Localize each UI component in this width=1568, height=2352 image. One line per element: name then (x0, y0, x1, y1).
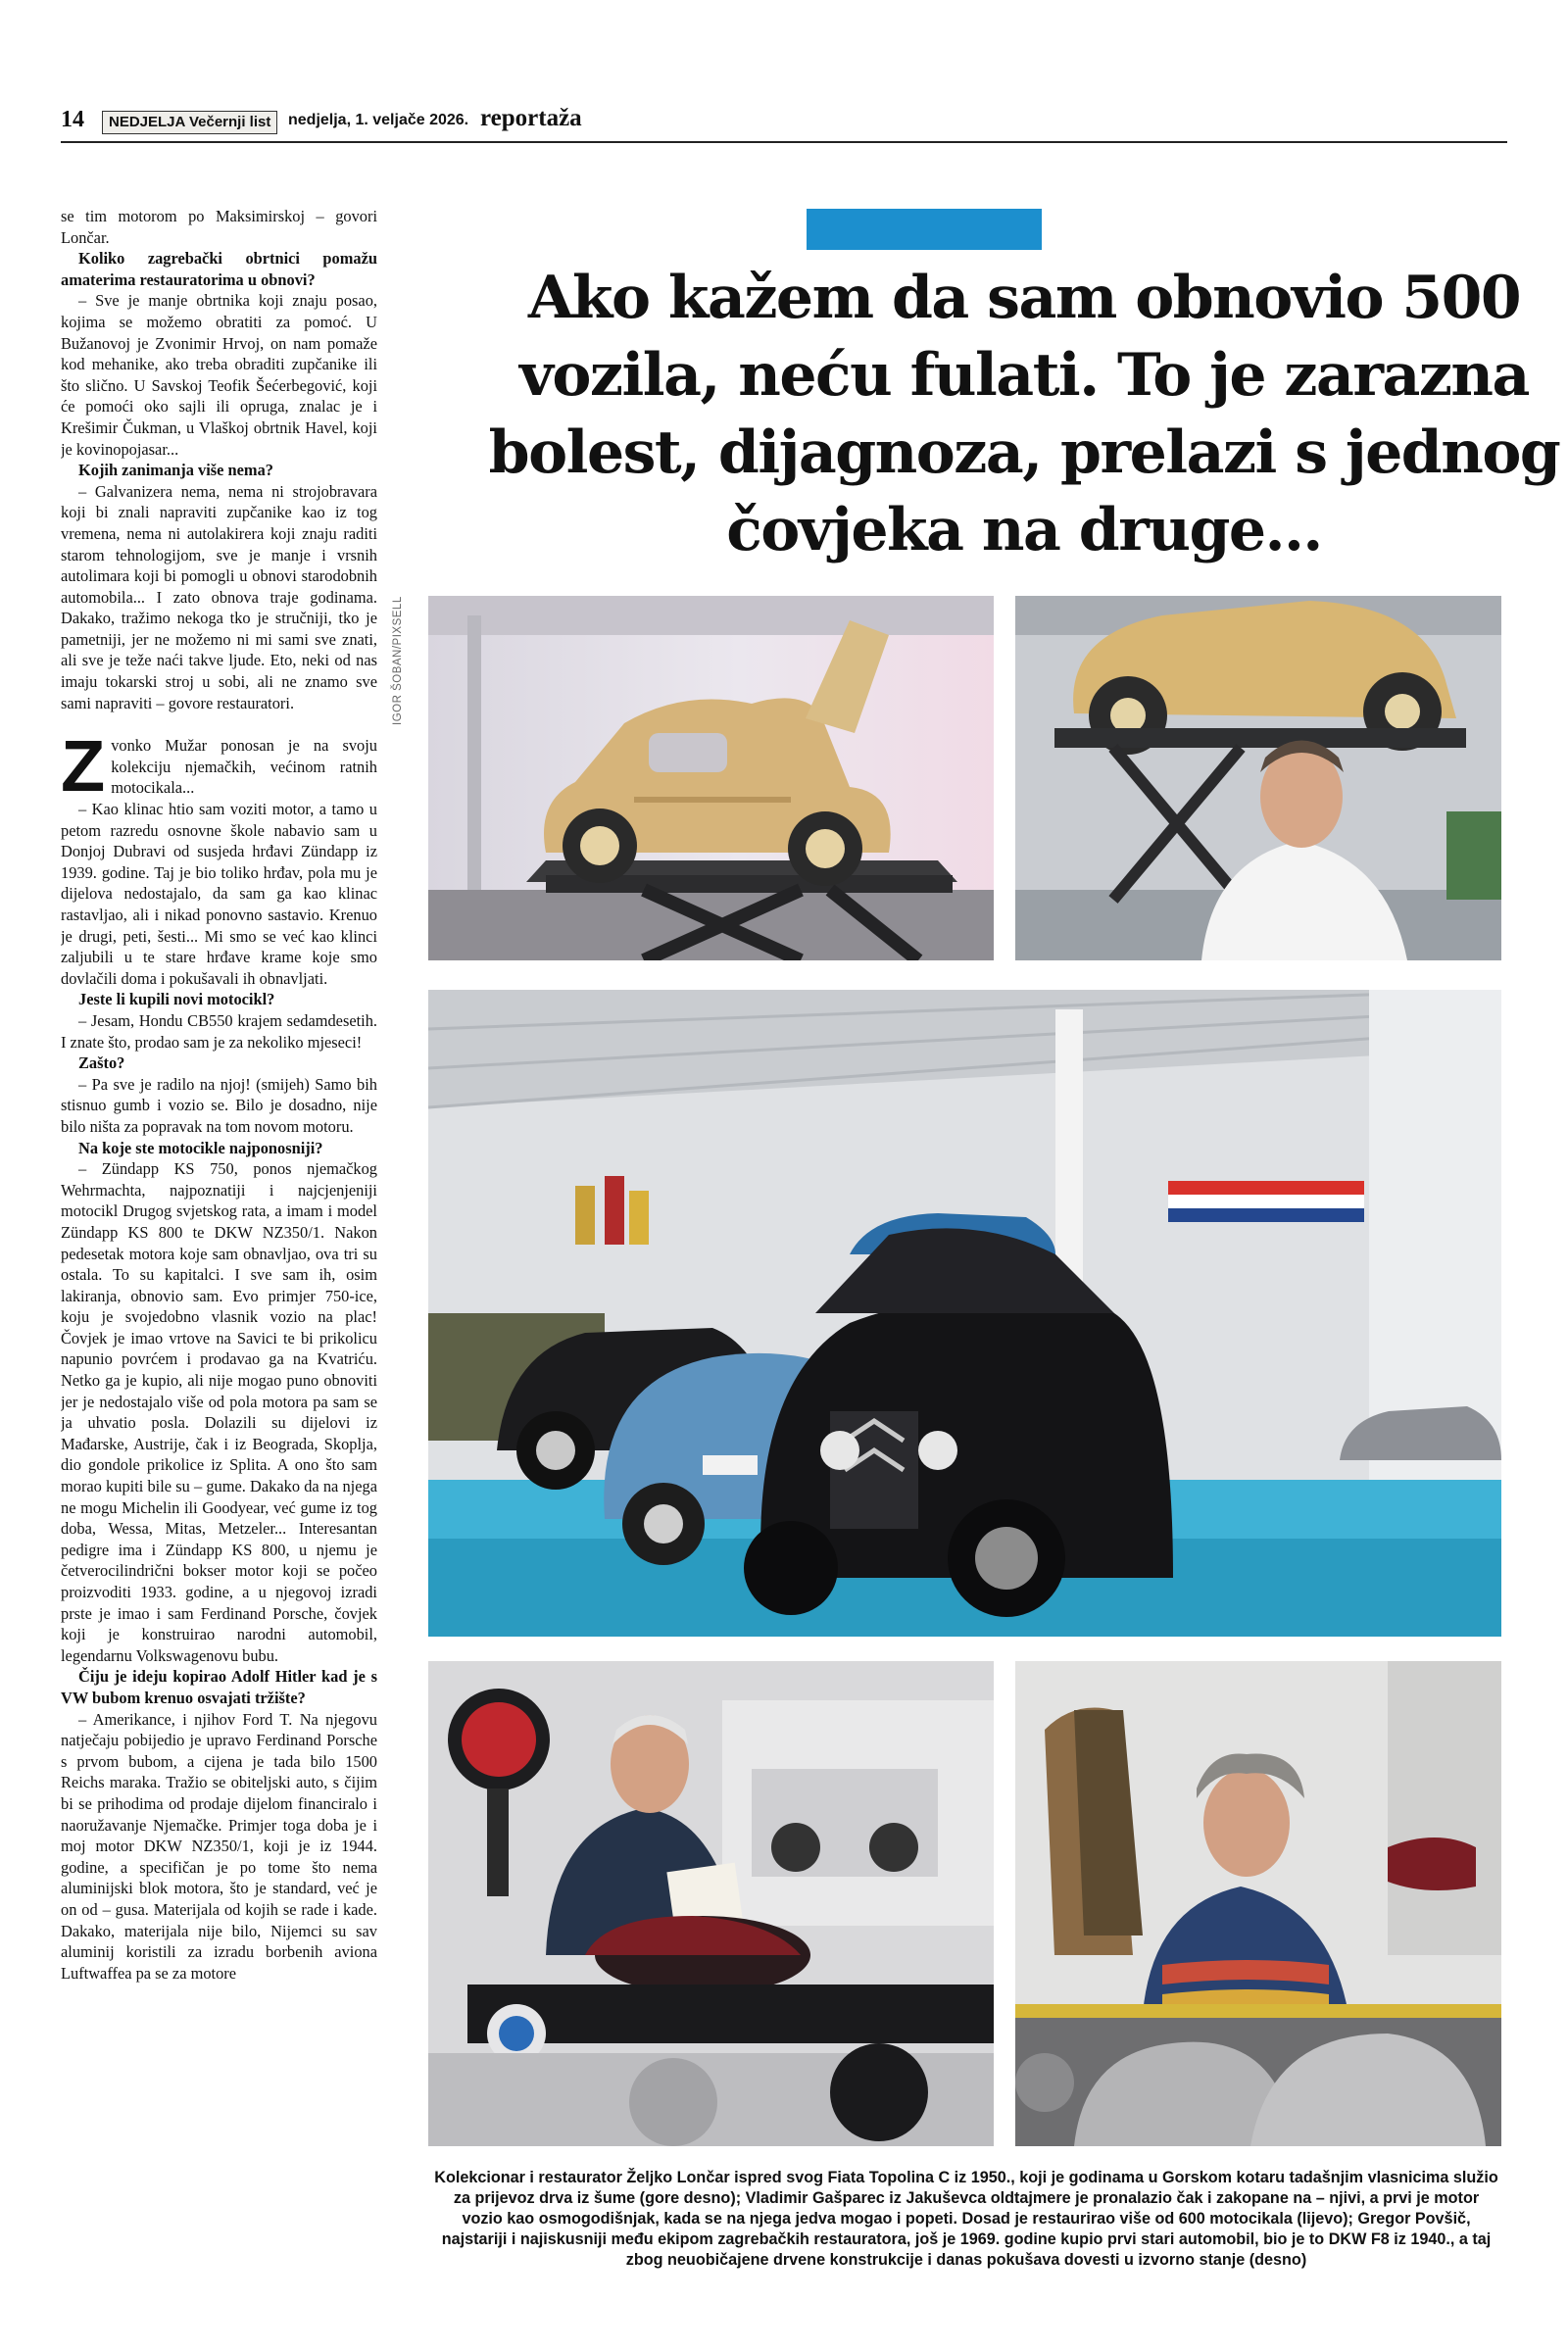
lead-text: vonko Mužar ponosan je na svoju kolekciju njemačkih, većinom ratnih motocikala... (111, 736, 377, 798)
question-paragraph: Zašto? (78, 1054, 125, 1073)
page-header (61, 103, 1507, 142)
dropcap: Z (61, 725, 106, 808)
body-paragraph: – Galvanizera nema, nema ni strojobravara koji bi znali napraviti zupčanike kao iz tog vremena, nema ni autolakirera koji znaju raditi starom tehnologijom, sve je manje i vrsnih autolimara koji bi pomogli u obnovi starodobnih automobila... I zato obnova traje godinama. Dakako, tražimo nekoga tko je stručniji, tko je pametniji, jer ne možemo ni mi sami sve znati, ali sve je teže naći takve ljude. Eto, neki od nas imaju tokarski stroj u sobi, ali ne znamo sve sami napraviti – govore restauratori. (61, 481, 377, 712)
header-rule (61, 141, 1507, 143)
question-paragraph: Kojih zanimanja više nema? (78, 461, 273, 480)
photo-credit: IGOR ŠOBAN/PIXSELL (392, 596, 404, 725)
photo-caption: Kolekcionar i restaurator Željko Lončar ispred svog Fiata Topolina C iz 1950., koji je godinama u Gorskom kotaru tadašnjim vlasnicima služio za prijevoz drva iz šume (gore desno); Vladimir Gašparec iz Jakuševca oldtajmere je pronalazio čak i zakopane na – njivi, a prvi je motor vozio kao osmogodišnjak, kada se na njega jedva mogao i popeti. Dosad je restaurirao više od 600 motocikala (lijevo); Gregor Povšič, najstariji i najiskusniji među ekipom zagrebačkih restauratora, još je 1969. godine kupio prvi stari automobil, bio je to DKW F8 iz 1940., a taj zbog neuobičajene drvene konstrukcije i danas pokušava dovesti u izvorno stanje (desno) (434, 2169, 1498, 2269)
dropcap-paragraph (61, 725, 377, 808)
headline: Ako kažem da sam obnovio 500 vozila, neću fulati. To je zarazna bolest, dijagnoza, prelazi s jednog čovjeka na druge... (488, 264, 1560, 564)
article-column (61, 206, 377, 2342)
photo-povsic-engine (1015, 1661, 1501, 2146)
question-paragraph: Čiju je ideju kopirao Adolf Hitler kad je s VW bubom krenuo osvajati tržište? (61, 1667, 377, 1707)
question-paragraph: Koliko zagrebački obrtnici pomažu amaterima restauratorima u obnovi? (61, 249, 377, 289)
photo-car-hall (428, 990, 1501, 1637)
section-gap (61, 713, 377, 735)
body-paragraph: – Zündapp KS 750, ponos njemačkog Wehrmachta, najpoznatiji i najcjenjeniji motocikl Drugog svjetskog rata, a imam i model Zündapp KS 800 te DKW NZ350/1. Nakon pedesetak motora koje sam obnavljao, ova tri su ostala. To su kapitalci. I sve sam ih, osim lakiranja, obnovio sam. Evo primjer 750-ice, koju je svojedobno vlasnik vozio na plac! Čovjek je imao vrtove na Savici te bi prikolicu napunio povrćem i prodavao ga na Kvatriću. Netko ga je kupio, ali nije mogao puno obnoviti jer je nedostajalo više od pola motora pa sam se ja uhvatio posla. Dolazili su dijelovi iz Mađarske, Austrije, čak i iz Beograda, Skoplja, dio gondole prikolice iz Splita. A ono što sam morao kupiti bile su – gume. Dakako da na njega ne mogu Michelin ili Goodyear, već gume iz tog doba, Wessa, Mitas, Metzeler... Interesantan pedigre ima i Zündapp KS 800, u njemu je četverocilindrični bokser motor koji se počeo proizvoditi 1933. godine, a u njegovoj izradi prste je imao i sam Ferdinand Porsche, čovjek koji je konstruirao narodni automobil, legendarnu Volkswagenovu bubu. (61, 1159, 377, 1665)
article-part-1 (61, 206, 377, 713)
question-paragraph: Jeste li kupili novi motocikl? (78, 990, 275, 1009)
section-label: reportaža (480, 105, 582, 131)
body-paragraph: se tim motorom po Maksimirskoj – govori Lončar. (61, 207, 377, 247)
photo-loncar-topolino (1015, 596, 1501, 960)
body-paragraph: – Amerikance, i njihov Ford T. Na njegovu natječaju pobijedio je upravo Ferdinand Porsche s prvom bubom, a cijena je tada bilo 1500 Reichs maraka. Tražio se obiteljski auto, s čijim bi se prihodima od prodaje dijelom financiralo i naoružavanje Njemačke. Primjer toga doba je i moj motor DKW NZ350/1, koji je iz 1944. godine, a specifičan je po tome što nema aluminijski blok motora, što je standard, već je on od – gusa. Materijala od kojih se rade i kade. Dakako, materijala nije bilo, Nijemci su sav aluminij koristili za izradu borbenih aviona Luftwaffea pa se za motore (61, 1709, 377, 1983)
article-part-2 (61, 799, 377, 1984)
page-number: 14 (61, 107, 84, 132)
body-paragraph: – Kao klinac htio sam voziti motor, a tamo u petom razredu osnovne škole nabavio sam u Donjoj Dubravi od susjeda hrđavi Zündapp iz 1939. godine. Taj je bio toliko hrđav, pola mu je dijelova nedostajalo, da sam ga kao klinac rastavljao, ali i nikad ponovno sastavio. Krenuo je drugi, peti, šesti... Mi smo se već kao klinci zaljubili u te stare hrđave krame koje smo dovlačili doma i pokušavali ih obnavljati. (61, 800, 377, 988)
kicker-bar (807, 209, 1042, 250)
photo-gasparec-motorcycle (428, 1661, 994, 2146)
issue-date: nedjelja, 1. veljače 2026. (288, 112, 469, 128)
body-paragraph: – Sve je manje obrtnika koji znaju posao, kojima se možemo obratiti za pomoć. U Bužanovoj je Zvonimir Hrvoj, on nam pomaže kod mehanike, ako treba obraditi zupčanike ili što slično. U Savskoj Teofik Šećerbegović, koji će pomoći oko sajli ili opruga, znalac je i Krešimir Čukman, u Vlaškoj obrtnik Havel, koji je kovinopojasar... (61, 291, 377, 459)
publication-name: NEDJELJA Večernji list (102, 111, 277, 134)
body-paragraph: – Jesam, Hondu CB550 krajem sedamdesetih. I znate što, prodao sam je za nekoliko mjeseci! (61, 1010, 377, 1052)
question-paragraph: Na koje ste motocikle najponosniji? (78, 1138, 323, 1157)
body-paragraph: – Pa sve je radilo na njoj! (smijeh) Samo bih stisnuo gumb i vozio se. Bilo je dosadno, nije bilo ništa za popravak na tom novom motoru. (61, 1074, 377, 1136)
photo-topolino-lift (428, 596, 994, 960)
